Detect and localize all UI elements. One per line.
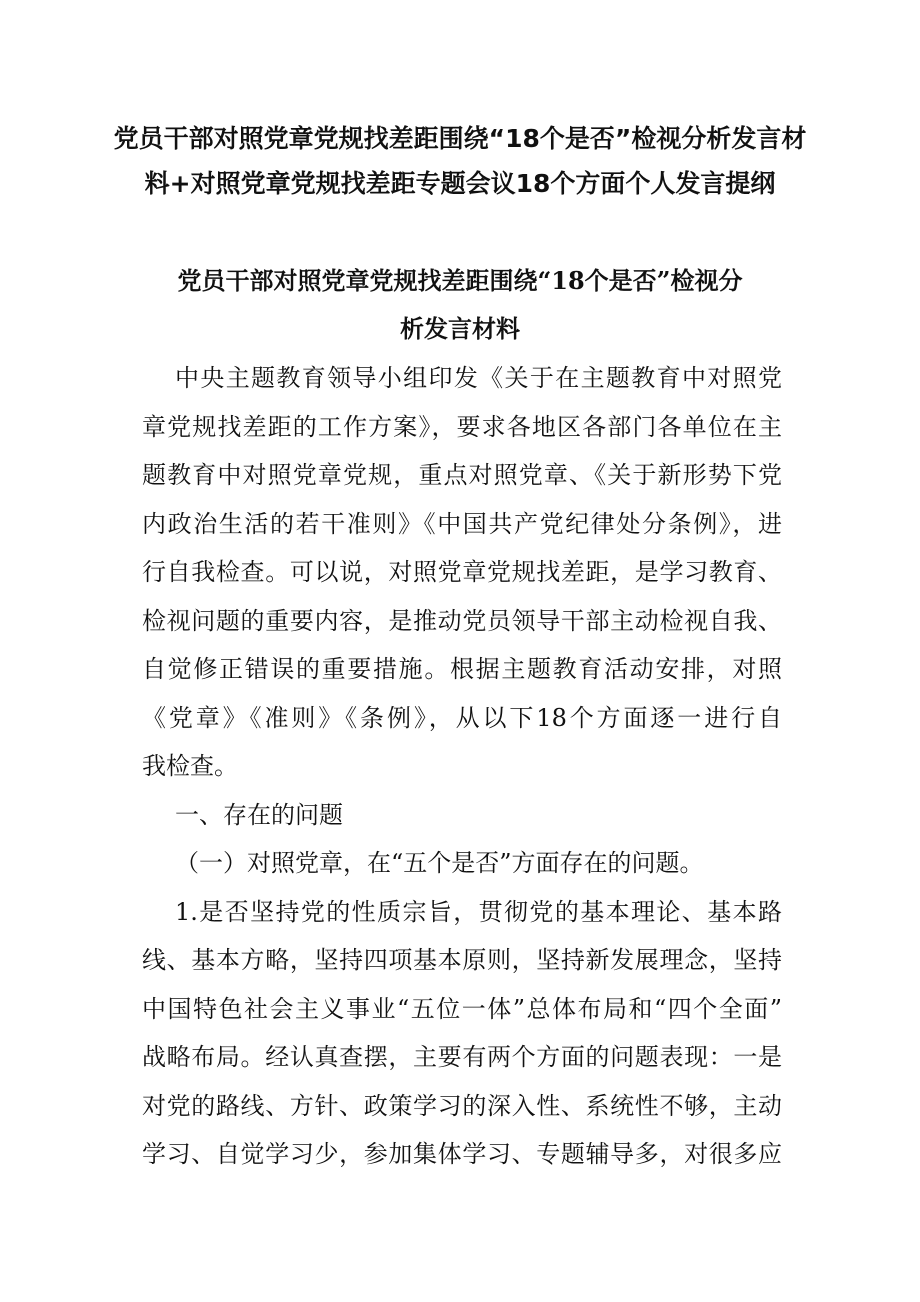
intro-line-6: 检视问题的重要内容，是推动党员领导干部主动检视自我、: [142, 607, 782, 635]
item-line-1: 1.是否坚持党的性质宗旨，贯彻党的基本理论、基本路: [175, 898, 782, 926]
intro-line-9: 我检查。: [142, 752, 238, 780]
subsection-heading: （一）对照党章，在“五个是否”方面存在的问题。: [175, 849, 704, 877]
intro-line-2: 章党规找差距的工作方案》，要求各地区各部门各单位在主: [142, 413, 782, 441]
intro-line-7: 自觉修正错误的重要措施。根据主题教育活动安排，对照: [142, 655, 782, 683]
section-heading: 一、存在的问题: [175, 801, 343, 829]
intro-line-1: 中央主题教育领导小组印发《关于在主题教育中对照党: [175, 364, 782, 392]
sub-title-line-1: 党员干部对照党章党规找差距围绕“18个是否”检视分: [177, 266, 743, 295]
item-line-5: 对党的路线、方针、政策学习的深入性、系统性不够，主动: [142, 1092, 782, 1120]
main-title-line-2: 料+对照党章党规找差距专题会议18个方面个人发言提纲: [144, 169, 776, 198]
intro-line-5: 行自我检查。可以说，对照党章党规找差距，是学习教育、: [142, 558, 782, 586]
item-line-6: 学习、自觉学习少，参加集体学习、专题辅导多，对很多应: [142, 1140, 782, 1168]
sub-title-line-2: 析发言材料: [400, 314, 520, 343]
main-title-line-1: 党员干部对照党章党规找差距围绕“18个是否”检视分析发言材: [113, 124, 807, 153]
item-line-2: 线、基本方略，坚持四项基本原则，坚持新发展理念，坚持: [142, 946, 782, 974]
intro-line-4: 内政治生活的若干准则》《中国共产党纪律处分条例》，进: [142, 510, 782, 538]
intro-line-8: 《党章》《准则》《条例》，从以下18个方面逐一进行自: [142, 704, 782, 732]
intro-line-3: 题教育中对照党章党规，重点对照党章、《关于新形势下党: [142, 461, 782, 489]
item-line-4: 战略布局。经认真查摆，主要有两个方面的问题表现：一是: [142, 1043, 782, 1071]
item-line-3: 中国特色社会主义事业“五位一体”总体布局和“四个全面”: [142, 995, 782, 1023]
